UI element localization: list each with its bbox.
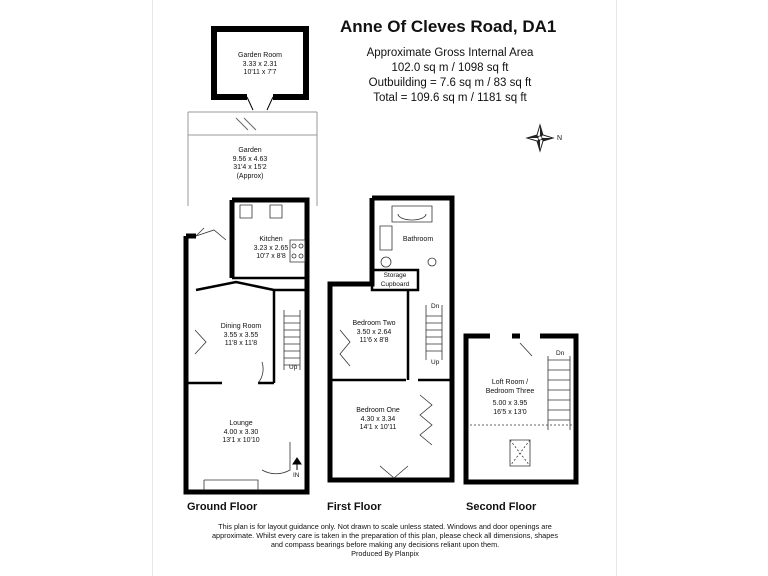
kitchen-label: Kitchen 3.23 x 2.65 10'7 x 8'8 xyxy=(253,236,289,260)
entrance-label: IN xyxy=(293,472,300,479)
loft-room-label: Loft Room / Bedroom Three 5.00 x 3.95 16'5 x 13'0 xyxy=(485,379,535,416)
area-total: Total = 109.6 sq m / 1181 sq ft xyxy=(373,92,527,104)
dining-room-label: Dining Room 3.55 x 3.55 11'8 x 11'8 xyxy=(220,323,262,347)
lounge-label: Lounge 4.00 x 3.30 13'1 x 10'10 xyxy=(222,420,260,444)
bedroom-two-label: Bedroom Two 3.50 x 2.64 11'6 x 8'8 xyxy=(352,320,396,344)
ground-floor-label: Ground Floor xyxy=(187,501,258,513)
ground-stairs-up-label: Up xyxy=(289,364,298,371)
page-title: Anne Of Cleves Road, DA1 xyxy=(340,17,557,36)
disclaimer-text: This plan is for layout guidance only. Not drawn to scale unless stated. Windows and door openings are approximate. Whilst every care is taken in the preparation of this plan, please check all dimensions, shapes and compass bearings before making any decisions reliant upon them. xyxy=(212,522,558,549)
second-stairs-down-label: Dn xyxy=(556,350,565,357)
area-main: 102.0 sq m / 1098 sq ft xyxy=(391,62,509,74)
storage-cupboard-label: Storage Cupboard xyxy=(380,272,410,288)
first-stairs-up-label: Up xyxy=(431,359,440,366)
first-stairs-down-label: Dn xyxy=(431,303,440,310)
bedroom-one-label: Bedroom One 4.30 x 3.34 14'1 x 10'11 xyxy=(356,407,400,431)
disclaimer xyxy=(205,522,565,558)
garden-label: Garden 9.56 x 4.63 31'4 x 15'2 (Approx) xyxy=(232,147,268,180)
first-floor-label: First Floor xyxy=(327,501,382,513)
garden-room-door xyxy=(247,94,273,110)
garden-room-label: Garden Room 3.33 x 2.31 10'11 x 7'7 xyxy=(238,52,282,76)
entrance-arrow-icon xyxy=(293,458,301,470)
compass-north-label: N xyxy=(557,135,563,142)
area-outbuilding: Outbuilding = 7.6 sq m / 83 sq ft xyxy=(368,77,532,89)
compass-rose-icon xyxy=(527,125,553,151)
second-floor-label: Second Floor xyxy=(466,501,537,513)
area-label: Approximate Gross Internal Area xyxy=(366,47,534,59)
disclaimer-credit: Produced By Planpix xyxy=(351,549,419,558)
bathroom-label: Bathroom xyxy=(402,236,434,243)
